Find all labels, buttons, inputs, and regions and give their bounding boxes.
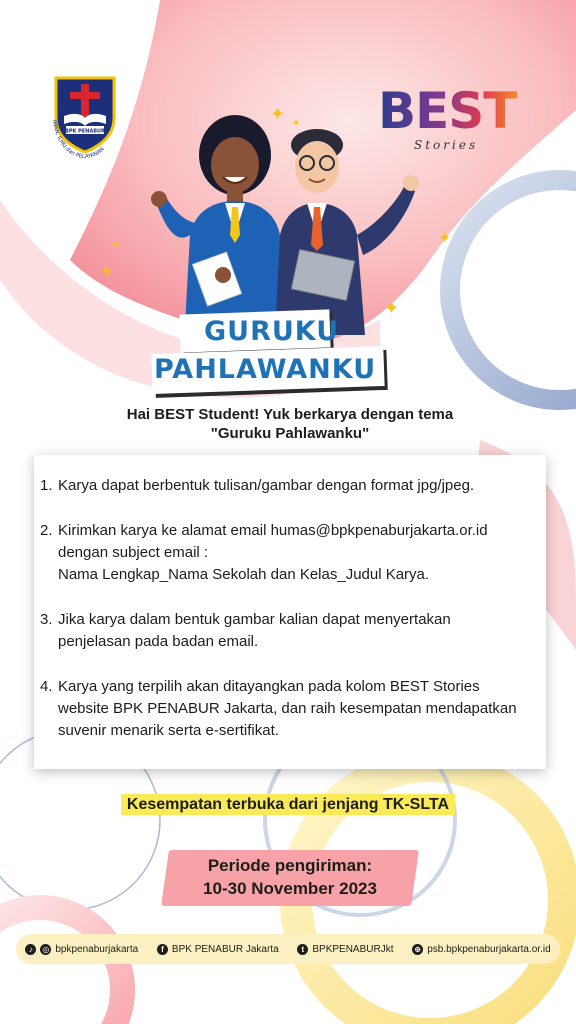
tiktok-icon: ♪	[25, 944, 36, 955]
rule-continuation: penjelasan pada badan email.	[58, 633, 259, 650]
globe-icon: ⊕	[412, 944, 423, 955]
rule-number: 1.	[40, 477, 53, 494]
rule-text: Jika karya dalam bentuk gambar kalian dapat menyertakan	[58, 611, 451, 628]
sparkle-icon: ✦	[384, 298, 400, 318]
intro-line-2: "Guruku Pahlawanku"	[210, 425, 370, 442]
rule-item	[40, 475, 540, 497]
sparkle-icon: ✦	[112, 240, 121, 251]
rule-continuation: suvenir menarik serta e-sertifikat.	[58, 722, 279, 739]
rule-continuation: dengan subject email :	[58, 544, 209, 561]
rule-item	[40, 676, 540, 742]
rule-continuation: website BPK PENABUR Jakarta, dan raih kesempatan mendapatkan	[58, 700, 517, 717]
rule-first-line	[40, 475, 540, 497]
sparkle-icon: ✦	[270, 104, 286, 124]
school-name: BPK PENABUR	[65, 128, 105, 135]
footer-bar	[16, 934, 560, 964]
title-block	[152, 312, 382, 392]
sparkle-icon: ✦	[292, 118, 301, 129]
period-text	[165, 850, 415, 906]
rules-card	[34, 455, 546, 769]
rule-text: Kirimkan karya ke alamat email humas@bpkpenaburjakarta.or.id	[58, 522, 488, 539]
brand-word: BEST	[378, 86, 528, 136]
intro-line-1: Hai BEST Student! Yuk berkarya dengan tema	[126, 406, 454, 423]
open-to	[94, 792, 482, 818]
rule-number: 3.	[40, 611, 53, 628]
open-to-text: Kesempatan terbuka dari jenjang TK-SLTA	[121, 794, 455, 815]
rule-first-line	[40, 676, 540, 698]
title-line-2: PAHLAWANKU	[154, 354, 377, 385]
twitter-icon: t	[297, 944, 308, 955]
footer-item-twitter[interactable]	[297, 944, 393, 955]
footer-text-facebook: BPK PENABUR Jakarta	[171, 943, 279, 955]
rule-number: 4.	[40, 678, 53, 695]
period-box	[165, 850, 415, 906]
period-label: Periode pengiriman:	[207, 856, 373, 875]
intro-text	[80, 405, 500, 443]
facebook-icon: f	[157, 944, 168, 955]
rule-first-line	[40, 520, 540, 542]
rule-first-line	[40, 609, 540, 631]
footer-text-website: psb.bpkpenaburjakarta.or.id	[427, 943, 551, 955]
rule-continuation: Nama Lengkap_Nama Sekolah dan Kelas_Judul Karya.	[58, 566, 430, 583]
rule-item	[40, 520, 540, 586]
sparkle-icon: ✦	[100, 264, 114, 281]
rule-text: Karya yang terpilih akan ditayangkan pada kolom BEST Stories	[58, 678, 480, 695]
sparkle-icon: ✦	[438, 230, 452, 247]
period-dates: 10-30 November 2023	[203, 879, 377, 898]
footer-item-social[interactable]	[25, 944, 138, 955]
footer-item-facebook[interactable]	[157, 944, 279, 955]
title-line-1: GURUKU	[204, 316, 340, 347]
footer-item-website[interactable]	[412, 944, 550, 955]
footer-text-twitter: BPKPENABURJkt	[312, 943, 394, 955]
rule-item	[40, 609, 540, 653]
footer-text-social: bpkpenaburjakarta	[55, 943, 139, 955]
instagram-icon: ◎	[40, 944, 51, 955]
rule-text: Karya dapat berbentuk tulisan/gambar dengan format jpg/jpeg.	[58, 477, 475, 494]
school-motto: IMAN, ILMU dan PELAYANAN	[50, 119, 106, 160]
brand-sub: Stories	[414, 138, 479, 152]
rule-number: 2.	[40, 522, 53, 539]
rules-list	[40, 475, 540, 765]
